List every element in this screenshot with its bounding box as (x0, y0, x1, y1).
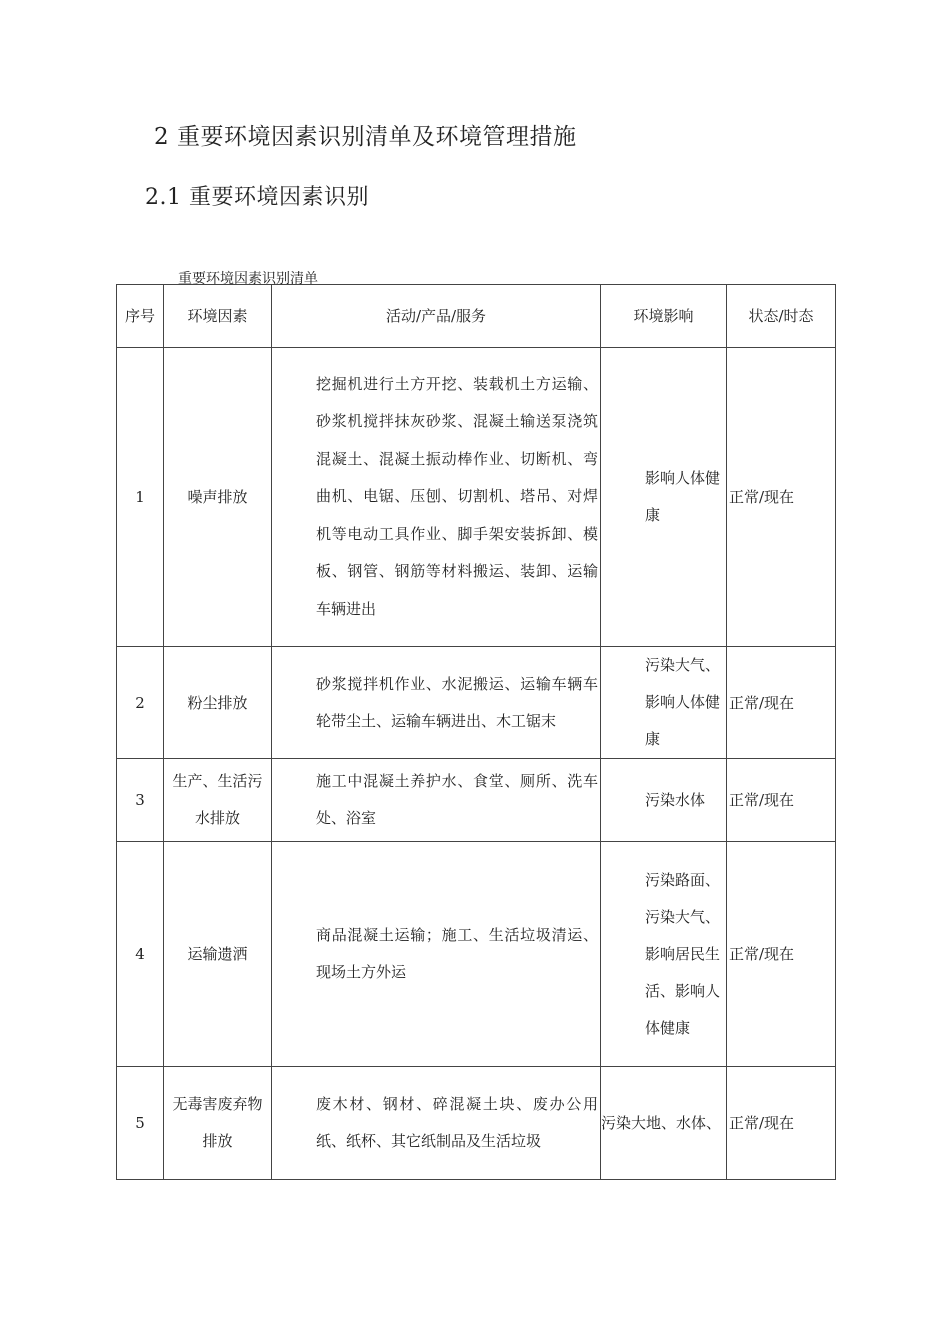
row-activity: 挖掘机进行土方开挖、装载机土方运输、砂浆机搅拌抹灰砂浆、混凝土输送泵浇筑混凝土、混凝土振动棒作业、切断机、弯曲机、电锯、压刨、切割机、塔吊、对焊机等电动工具作业、脚手架安装拆卸、模板、钢管、钢筋等材料搬运、装卸、运输车辆进出 (272, 348, 601, 647)
row-status: 正常/现在 (727, 759, 836, 842)
row-no: 4 (117, 842, 164, 1067)
row-status: 正常/现在 (727, 1067, 836, 1180)
table-caption: 重要环境因素识别清单 (178, 271, 318, 287)
table-row (117, 348, 836, 647)
row-no: 3 (117, 759, 164, 842)
row-factor: 粉尘排放 (164, 647, 272, 759)
table-row (117, 1067, 836, 1180)
header-no: 序号 (117, 285, 164, 348)
row-impact: 污染大地、水体、 (601, 1067, 727, 1180)
row-factor: 生产、生活污水排放 (164, 759, 272, 842)
header-factor: 环境因素 (164, 285, 272, 348)
row-activity: 废木材、钢材、碎混凝土块、废办公用纸、纸杯、其它纸制品及生活垃圾 (272, 1067, 601, 1180)
section-heading: 2 重要环境因素识别清单及环境管理措施 (154, 124, 577, 150)
header-activity: 活动/产品/服务 (272, 285, 601, 348)
row-no: 1 (117, 348, 164, 647)
row-impact: 影响人体健康 (601, 348, 727, 647)
row-impact: 污染路面、污染大气、影响居民生活、影响人体健康 (601, 842, 727, 1067)
header-status: 状态/时态 (727, 285, 836, 348)
row-activity: 砂浆搅拌机作业、水泥搬运、运输车辆车轮带尘土、运输车辆进出、木工锯末 (272, 647, 601, 759)
row-factor: 噪声排放 (164, 348, 272, 647)
row-activity: 商品混凝土运输；施工、生活垃圾清运、现场土方外运 (272, 842, 601, 1067)
row-no: 5 (117, 1067, 164, 1180)
row-status: 正常/现在 (727, 647, 836, 759)
row-no: 2 (117, 647, 164, 759)
table-row (117, 842, 836, 1067)
row-impact: 污染大气、影响人体健康 (601, 647, 727, 759)
table-row (117, 647, 836, 759)
row-impact: 污染水体 (601, 759, 727, 842)
header-impact: 环境影响 (601, 285, 727, 348)
row-activity: 施工中混凝土养护水、食堂、厕所、洗车处、浴室 (272, 759, 601, 842)
row-factor: 无毒害废弃物排放 (164, 1067, 272, 1180)
row-status: 正常/现在 (727, 348, 836, 647)
environmental-factors-table (116, 284, 836, 1180)
row-status: 正常/现在 (727, 842, 836, 1067)
table-row (117, 759, 836, 842)
row-factor: 运输遗洒 (164, 842, 272, 1067)
subsection-heading: 2.1 重要环境因素识别 (145, 185, 369, 210)
table-header-row (117, 285, 836, 348)
